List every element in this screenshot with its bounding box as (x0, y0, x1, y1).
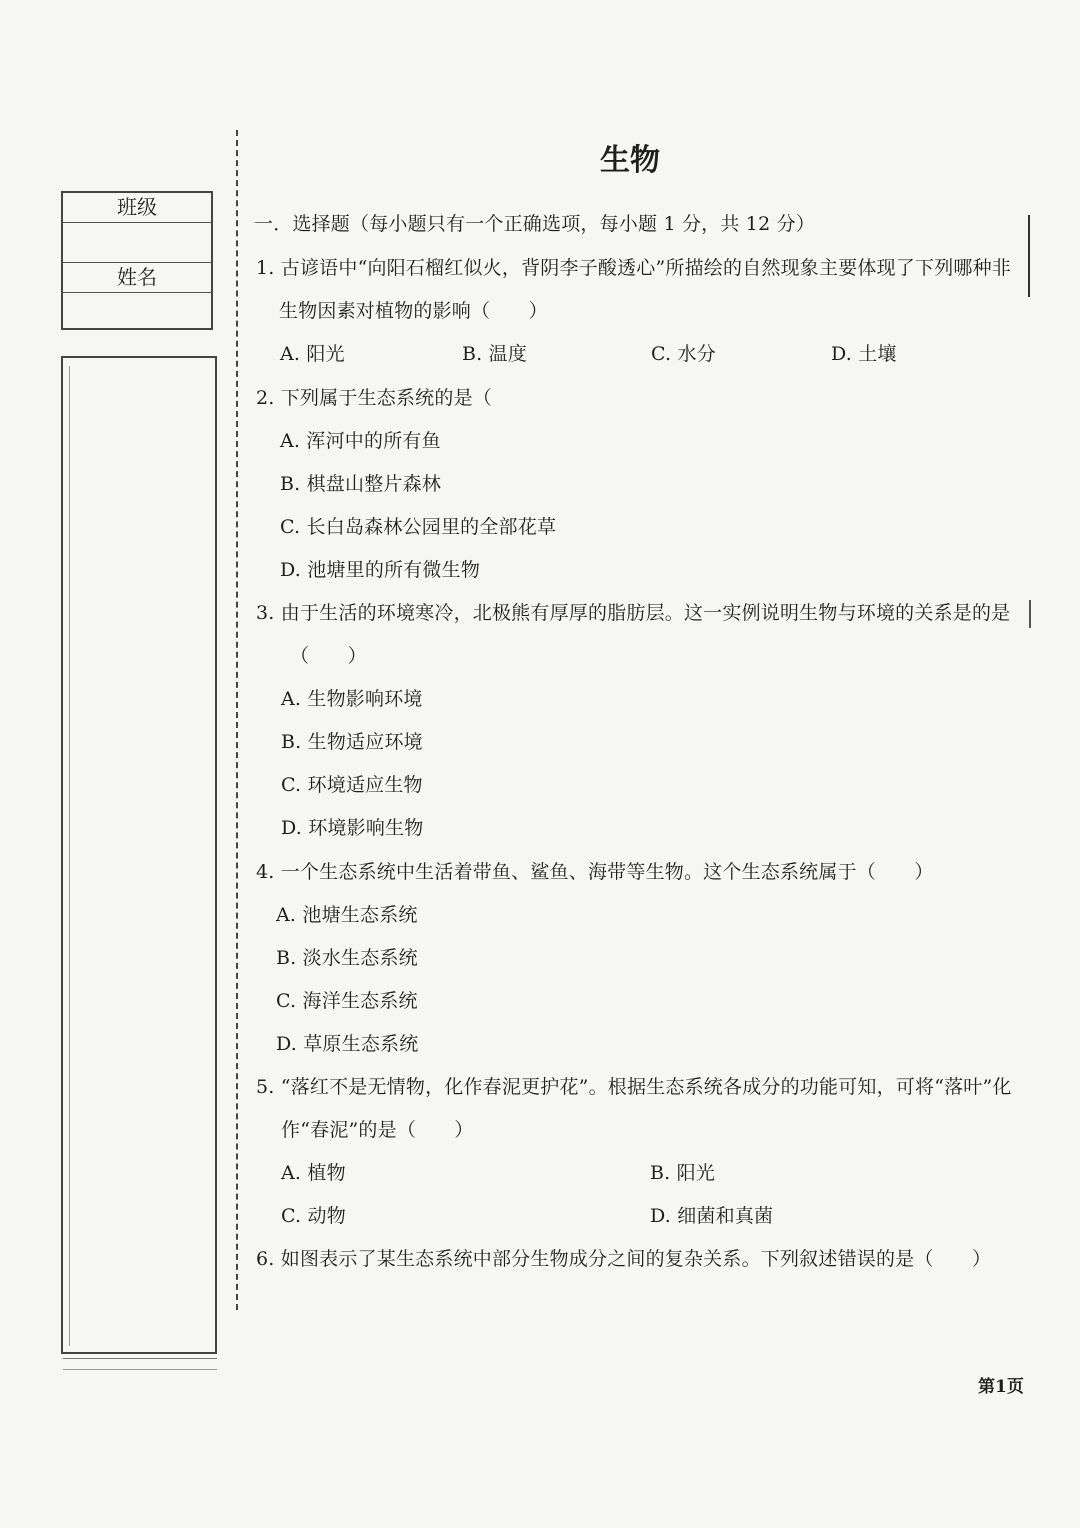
edge-mark (1029, 600, 1031, 628)
question-2-option-d: D. 池塘里的所有微生物 (280, 559, 481, 581)
question-3-option-a: A. 生物影响环境 (281, 688, 423, 710)
seal-box (61, 356, 217, 1354)
question-3-option-d: D. 环境影响生物 (281, 817, 424, 839)
question-5-stem: 5. “落红不是无情物，化作春泥更护花”。根据生态系统各成分的功能可知，可将“落叶”化 (256, 1076, 1012, 1098)
name-label: 姓名 (63, 263, 211, 293)
name-field[interactable] (63, 293, 211, 330)
class-field[interactable] (63, 223, 211, 263)
question-5-option-a: A. 植物 (281, 1162, 346, 1184)
question-6-stem: 6. 如图表示了某生态系统中部分生物成分之间的复杂关系。下列叙述错误的是（ ） (256, 1248, 992, 1270)
question-1-stem: 生物因素对植物的影响（ ） (279, 300, 548, 322)
question-5-option-c: C. 动物 (281, 1205, 346, 1227)
question-1-option-d: D. 土壤 (831, 343, 897, 365)
question-5-option-b: B. 阳光 (650, 1162, 716, 1184)
question-4-option-d: D. 草原生态系统 (276, 1033, 419, 1055)
binding-cut-line (236, 130, 238, 1310)
section-heading: 一．选择题（每小题只有一个正确选项，每小题 1 分，共 12 分） (254, 213, 816, 235)
question-3-stem: 3. 由于生活的环境寒冷，北极熊有厚厚的脂肪层。这一实例说明生物与环境的关系是的是 (256, 602, 1011, 624)
question-3-option-b: B. 生物适应环境 (281, 731, 423, 753)
question-4-stem: 4. 一个生态系统中生活着带鱼、鲨鱼、海带等生物。这个生态系统属于（ ） (256, 861, 934, 883)
seal-box-footer (63, 1358, 217, 1370)
question-4-option-a: A. 池塘生态系统 (276, 904, 418, 926)
question-2-option-a: A. 浑河中的所有鱼 (280, 430, 441, 452)
question-2-stem: 2. 下列属于生态系统的是（ (256, 387, 492, 409)
class-label: 班级 (63, 193, 211, 223)
question-4-option-c: C. 海洋生态系统 (276, 990, 418, 1012)
question-1-option-b: B. 温度 (462, 343, 528, 365)
question-2-option-c: C. 长白岛森林公园里的全部花草 (280, 516, 557, 538)
question-3-stem: （ ） (290, 645, 367, 667)
question-3-option-c: C. 环境适应生物 (281, 774, 423, 796)
question-1-option-a: A. 阳光 (280, 343, 345, 365)
question-1-stem: 1. 古谚语中“向阳石榴红似火，背阴李子酸透心”所描绘的自然现象主要体现了下列哪种非 (256, 257, 1011, 279)
question-5-stem: 作“春泥”的是（ ） (281, 1119, 474, 1141)
question-4-option-b: B. 淡水生态系统 (276, 947, 418, 969)
edge-mark (1028, 215, 1030, 297)
page-number: 第1页 (978, 1377, 1024, 1397)
student-info-box (61, 191, 213, 330)
page-title: 生物 (600, 143, 660, 178)
question-1-option-c: C. 水分 (651, 343, 716, 365)
question-5-option-d: D. 细菌和真菌 (650, 1205, 774, 1227)
question-2-option-b: B. 棋盘山整片森林 (280, 473, 442, 495)
